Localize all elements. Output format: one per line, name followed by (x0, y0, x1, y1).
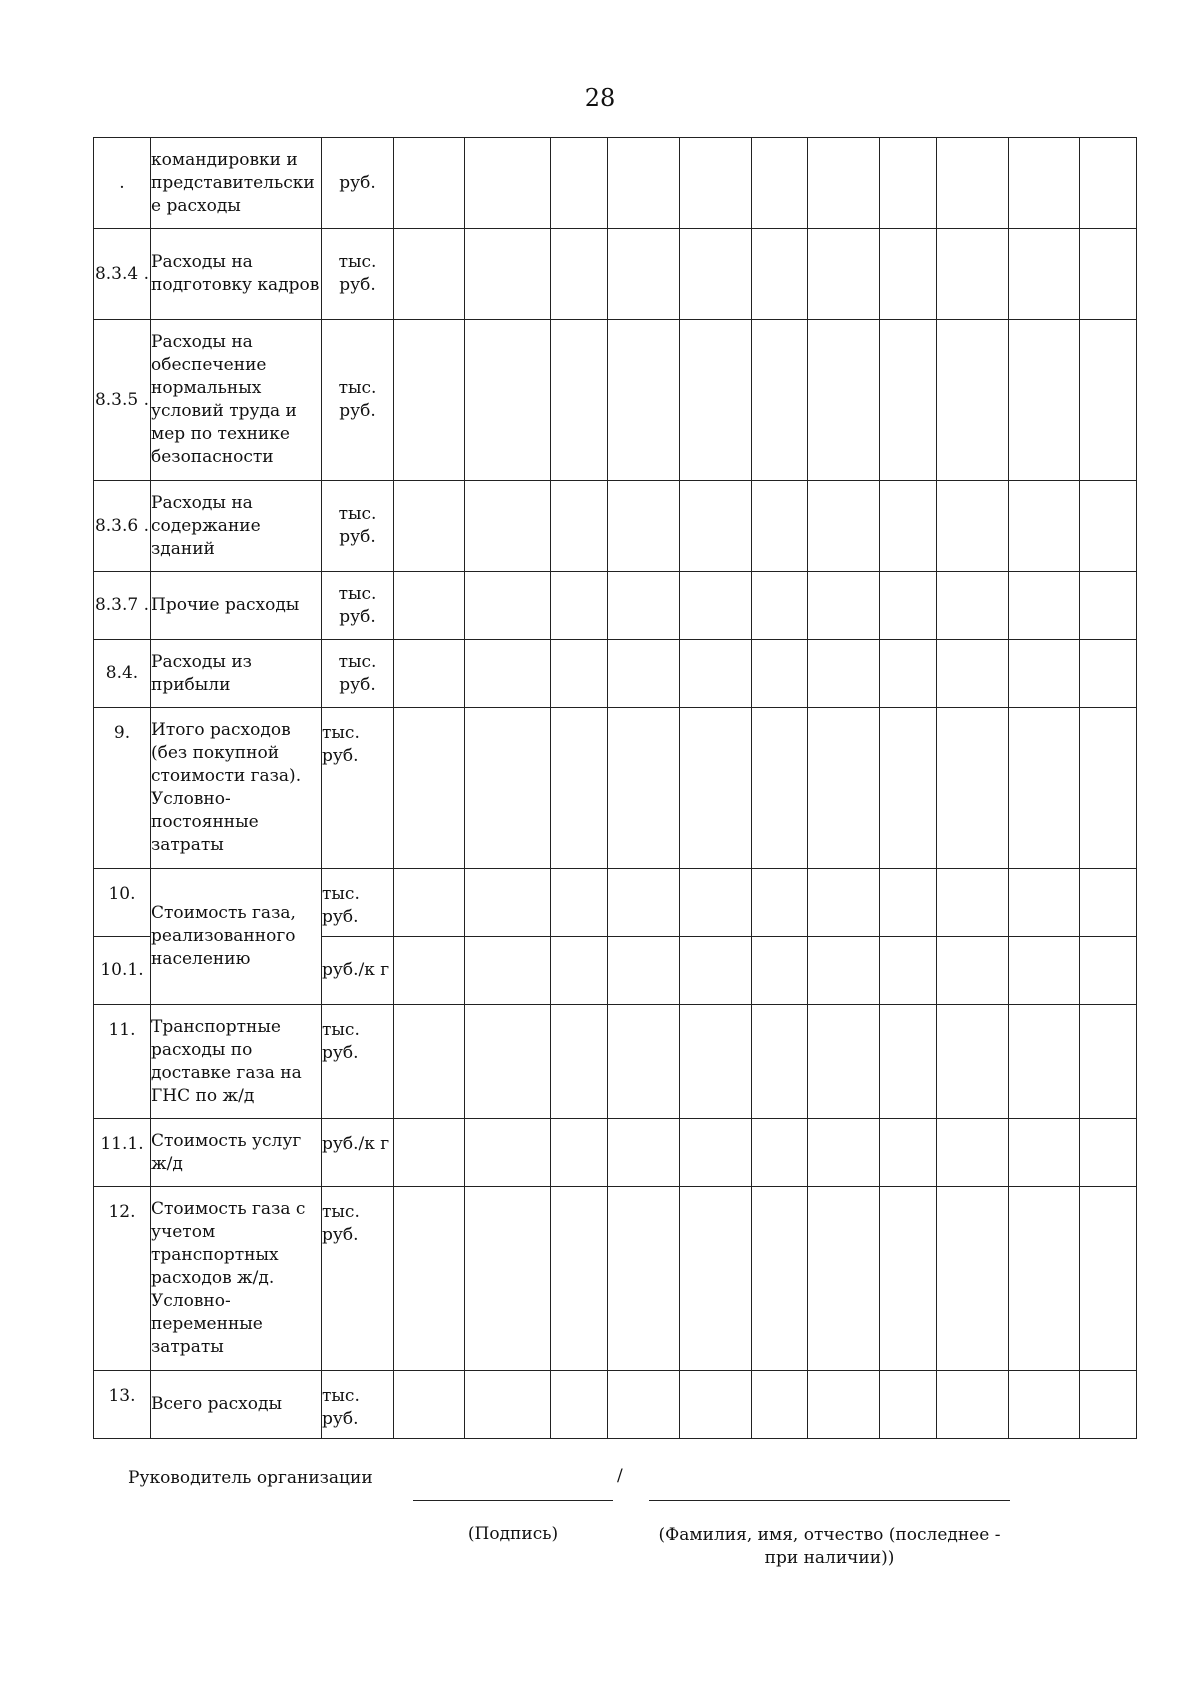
value-cell (752, 1119, 808, 1187)
value-cell (465, 320, 551, 481)
value-cell (808, 481, 880, 572)
value-cell (551, 869, 608, 937)
row-name: Стоимость услуг ж/д (151, 1119, 322, 1187)
table-row (94, 481, 1137, 572)
row-unit: руб./к г (322, 937, 394, 1005)
row-name: Транспортные расходы по доставке газа на ГНС по ж/д (151, 1005, 322, 1119)
expenses-table (93, 137, 1137, 1439)
value-cell (937, 869, 1009, 937)
value-cell (1080, 708, 1137, 869)
value-cell (1009, 937, 1080, 1005)
signature-caption: (Подпись) (467, 1524, 559, 1544)
row-number: 8.3.6 . (94, 481, 151, 572)
value-cell (1080, 481, 1137, 572)
value-cell (608, 869, 680, 937)
value-cell (680, 481, 752, 572)
value-cell (880, 572, 937, 640)
value-cell (608, 937, 680, 1005)
page-number: 28 (584, 84, 616, 112)
value-cell (680, 138, 752, 229)
signature-line (413, 1500, 613, 1501)
value-cell (465, 1005, 551, 1119)
signature-label: Руководитель организации (128, 1468, 373, 1488)
value-cell (752, 937, 808, 1005)
row-number: 12. (94, 1187, 151, 1371)
table-row (94, 1371, 1137, 1439)
value-cell (465, 481, 551, 572)
row-number: 11. (94, 1005, 151, 1119)
value-cell (465, 1371, 551, 1439)
row-unit: тыс. руб. (322, 481, 394, 572)
value-cell (680, 572, 752, 640)
value-cell (608, 229, 680, 320)
value-cell (752, 320, 808, 481)
row-number: 8.4. (94, 640, 151, 708)
value-cell (808, 138, 880, 229)
row-name: Расходы на подготовку кадров (151, 229, 322, 320)
value-cell (752, 640, 808, 708)
value-cell (752, 1005, 808, 1119)
value-cell (880, 1187, 937, 1371)
value-cell (551, 1005, 608, 1119)
value-cell (808, 937, 880, 1005)
value-cell (551, 708, 608, 869)
value-cell (937, 320, 1009, 481)
value-cell (1009, 1187, 1080, 1371)
value-cell (1009, 138, 1080, 229)
row-name: Прочие расходы (151, 572, 322, 640)
value-cell (680, 869, 752, 937)
value-cell (465, 138, 551, 229)
value-cell (1080, 229, 1137, 320)
row-number: 10.1. (94, 937, 151, 1005)
value-cell (1009, 572, 1080, 640)
name-line (649, 1500, 1010, 1501)
value-cell (680, 708, 752, 869)
value-cell (937, 1187, 1009, 1371)
value-cell (808, 1119, 880, 1187)
value-cell (808, 640, 880, 708)
row-number: 8.3.7 . (94, 572, 151, 640)
value-cell (752, 1187, 808, 1371)
value-cell (1080, 320, 1137, 481)
table-row (94, 640, 1137, 708)
row-name: Расходы на обеспечение нормальных условий труда и мер по технике безопасности (151, 320, 322, 481)
value-cell (1009, 640, 1080, 708)
value-cell (394, 320, 465, 481)
value-cell (937, 229, 1009, 320)
value-cell (680, 229, 752, 320)
value-cell (937, 937, 1009, 1005)
row-unit: тыс. руб. (322, 1371, 394, 1439)
value-cell (1009, 320, 1080, 481)
value-cell (1080, 640, 1137, 708)
value-cell (1080, 937, 1137, 1005)
value-cell (1009, 481, 1080, 572)
value-cell (394, 937, 465, 1005)
value-cell (608, 1119, 680, 1187)
value-cell (808, 1187, 880, 1371)
value-cell (880, 1005, 937, 1119)
value-cell (752, 869, 808, 937)
value-cell (394, 869, 465, 937)
signature-block (0, 1468, 1200, 1618)
value-cell (551, 1187, 608, 1371)
value-cell (680, 1187, 752, 1371)
table-row (94, 229, 1137, 320)
value-cell (551, 229, 608, 320)
value-cell (551, 572, 608, 640)
value-cell (880, 1371, 937, 1439)
value-cell (465, 572, 551, 640)
row-unit: тыс. руб. (322, 640, 394, 708)
table-row (94, 869, 1137, 937)
value-cell (1080, 1005, 1137, 1119)
value-cell (680, 1119, 752, 1187)
value-cell (608, 1371, 680, 1439)
value-cell (937, 572, 1009, 640)
value-cell (937, 1119, 1009, 1187)
value-cell (680, 1005, 752, 1119)
value-cell (680, 320, 752, 481)
value-cell (608, 320, 680, 481)
value-cell (394, 229, 465, 320)
value-cell (1009, 869, 1080, 937)
row-number: 11.1. (94, 1119, 151, 1187)
row-unit: тыс. руб. (322, 869, 394, 937)
value-cell (880, 640, 937, 708)
value-cell (1080, 869, 1137, 937)
value-cell (608, 138, 680, 229)
value-cell (1009, 1005, 1080, 1119)
value-cell (394, 1187, 465, 1371)
value-cell (1009, 229, 1080, 320)
value-cell (937, 481, 1009, 572)
value-cell (1080, 1371, 1137, 1439)
value-cell (752, 481, 808, 572)
value-cell (465, 1187, 551, 1371)
table-row (94, 138, 1137, 229)
value-cell (394, 640, 465, 708)
value-cell (608, 481, 680, 572)
table-row (94, 708, 1137, 869)
value-cell (880, 138, 937, 229)
row-unit: руб./к г (322, 1119, 394, 1187)
value-cell (1080, 1187, 1137, 1371)
value-cell (808, 1005, 880, 1119)
value-cell (608, 708, 680, 869)
row-unit: тыс. руб. (322, 708, 394, 869)
table-row (94, 1119, 1137, 1187)
row-unit: тыс. руб. (322, 320, 394, 481)
value-cell (680, 1371, 752, 1439)
value-cell (880, 869, 937, 937)
table-row (94, 572, 1137, 640)
signature-separator: / (617, 1466, 623, 1486)
value-cell (394, 708, 465, 869)
value-cell (465, 1119, 551, 1187)
value-cell (1080, 1119, 1137, 1187)
value-cell (465, 708, 551, 869)
value-cell (680, 640, 752, 708)
table-row (94, 320, 1137, 481)
value-cell (1009, 708, 1080, 869)
value-cell (937, 1005, 1009, 1119)
value-cell (551, 1371, 608, 1439)
value-cell (394, 1371, 465, 1439)
value-cell (608, 1005, 680, 1119)
row-name: командировки и представительски е расходы (151, 138, 322, 229)
row-name: Итого расходов (без покупной стоимости газа). Условно-постоянные затраты (151, 708, 322, 869)
value-cell (808, 572, 880, 640)
row-number: 13. (94, 1371, 151, 1439)
row-unit: тыс. руб. (322, 229, 394, 320)
value-cell (465, 229, 551, 320)
table-row (94, 1005, 1137, 1119)
value-cell (808, 229, 880, 320)
value-cell (937, 1371, 1009, 1439)
value-cell (608, 1187, 680, 1371)
row-unit: руб. (322, 138, 394, 229)
value-cell (880, 1119, 937, 1187)
value-cell (394, 572, 465, 640)
value-cell (808, 869, 880, 937)
value-cell (608, 572, 680, 640)
row-name: Стоимость газа, реализованного населению (151, 869, 322, 1005)
value-cell (937, 708, 1009, 869)
value-cell (551, 640, 608, 708)
value-cell (394, 1119, 465, 1187)
value-cell (937, 138, 1009, 229)
value-cell (937, 640, 1009, 708)
row-name: Расходы на содержание зданий (151, 481, 322, 572)
value-cell (394, 481, 465, 572)
value-cell (680, 937, 752, 1005)
value-cell (551, 138, 608, 229)
value-cell (808, 708, 880, 869)
value-cell (465, 937, 551, 1005)
value-cell (1080, 138, 1137, 229)
value-cell (1009, 1119, 1080, 1187)
value-cell (465, 869, 551, 937)
row-number: 8.3.5 . (94, 320, 151, 481)
row-unit: тыс. руб. (322, 572, 394, 640)
value-cell (808, 1371, 880, 1439)
value-cell (752, 572, 808, 640)
row-unit: тыс. руб. (322, 1005, 394, 1119)
table-row (94, 1187, 1137, 1371)
row-unit: тыс. руб. (322, 1187, 394, 1371)
value-cell (394, 138, 465, 229)
value-cell (880, 320, 937, 481)
row-number: 8.3.4 . (94, 229, 151, 320)
value-cell (752, 708, 808, 869)
value-cell (880, 937, 937, 1005)
value-cell (551, 937, 608, 1005)
name-caption: (Фамилия, имя, отчество (последнее - при наличии)) (658, 1525, 1001, 1568)
row-name: Расходы из прибыли (151, 640, 322, 708)
value-cell (551, 1119, 608, 1187)
value-cell (394, 1005, 465, 1119)
value-cell (1009, 1371, 1080, 1439)
value-cell (880, 229, 937, 320)
row-name: Стоимость газа с учетом транспортных расходов ж/д. Условно-переменные затраты (151, 1187, 322, 1371)
value-cell (880, 481, 937, 572)
value-cell (608, 640, 680, 708)
value-cell (551, 481, 608, 572)
value-cell (880, 708, 937, 869)
value-cell (551, 320, 608, 481)
row-number: 9. (94, 708, 151, 869)
value-cell (752, 1371, 808, 1439)
value-cell (808, 320, 880, 481)
row-number: 10. (94, 869, 151, 937)
value-cell (752, 229, 808, 320)
value-cell (752, 138, 808, 229)
row-name: Всего расходы (151, 1371, 322, 1439)
value-cell (1080, 572, 1137, 640)
value-cell (465, 640, 551, 708)
row-number: . (94, 138, 151, 229)
